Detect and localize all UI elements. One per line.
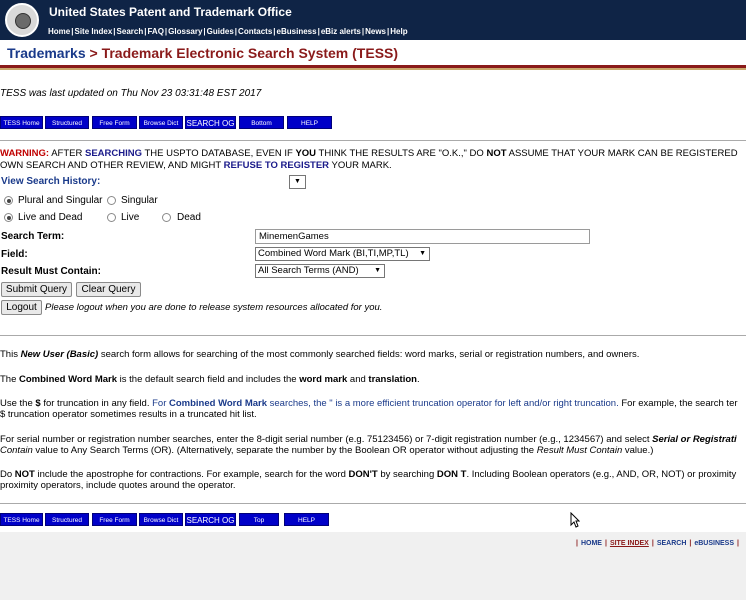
result-must-contain-label: Result Must Contain:	[1, 266, 101, 277]
breadcrumb-trademarks[interactable]: Trademarks	[7, 45, 86, 61]
breadcrumb-separator: >	[89, 45, 98, 61]
info-paragraph-apostrophe: Do NOT include the apostrophe for contractions. For example, search for the word DON'T by searching DON T. Including Boolean operators (e.g., AND, OR, NOT) or proximity proximity operators, include quotes around the operator.	[0, 469, 737, 491]
top-button[interactable]: Top	[239, 513, 279, 526]
help-button[interactable]: HELP	[284, 513, 329, 526]
chevron-down-icon: ▼	[374, 267, 381, 274]
nav-home[interactable]: Home	[48, 27, 71, 36]
info-paragraph-serial-number: For serial number or registration number searches, enter the 8-digit serial number (e.g. 75123456) or 7-digit registration number (e.g., 1234567) and select Serial or Registrati Contain value to Any Search Terms (OR). (Alternatively, separate the number by the Boolean OR operator without adjusting the Result Must Contain value.)	[0, 434, 737, 456]
divider	[0, 335, 746, 336]
footer-search[interactable]: SEARCH	[656, 540, 687, 547]
info-paragraph-combined-word-mark: The Combined Word Mark is the default search field and includes the word mark and translation.	[0, 374, 420, 385]
divider	[0, 140, 746, 141]
field-select-value: Combined Word Mark (BI,TI,MP,TL)	[258, 248, 409, 259]
live-label: Live	[121, 212, 140, 223]
nav-glossary[interactable]: Glossary	[168, 27, 203, 36]
dead-label: Dead	[177, 212, 201, 223]
nav-search[interactable]: Search	[116, 27, 144, 36]
chevron-down-icon: ▼	[419, 250, 426, 257]
nav-ebiz-alerts[interactable]: eBiz alerts	[320, 27, 361, 36]
nav-contacts[interactable]: Contacts	[238, 27, 273, 36]
footer-site-index[interactable]: SITE INDEX	[609, 540, 649, 547]
breadcrumb-bar	[0, 40, 746, 68]
dead-radio[interactable]	[162, 213, 171, 222]
singular-radio[interactable]	[107, 196, 116, 205]
free-form-button[interactable]: Free Form	[92, 116, 137, 129]
browse-dict-button[interactable]: Browse Dict	[139, 513, 183, 526]
info-paragraph-truncation: Use the $ for truncation in any field. For Combined Word Mark searches, the " is a more efficient truncation operator for left and/or right truncation. For example, the search ter $ truncation operator sometimes results in a truncated hit list.	[0, 398, 738, 420]
free-form-button[interactable]: Free Form	[92, 513, 137, 526]
divider	[0, 503, 746, 504]
plural-and-singular-radio[interactable]	[4, 196, 13, 205]
field-select[interactable]	[255, 247, 430, 261]
logout-note: Please logout when you are done to release system resources allocated for you.	[45, 302, 383, 313]
search-og-button[interactable]: SEARCH OG	[185, 116, 236, 129]
nav-guides[interactable]: Guides	[206, 27, 234, 36]
help-button[interactable]: HELP	[287, 116, 332, 129]
result-select-value: All Search Terms (AND)	[258, 265, 359, 276]
gold-divider	[0, 68, 746, 70]
nav-ebusiness[interactable]: eBusiness	[276, 27, 317, 36]
chevron-down-icon: ▼	[294, 178, 301, 185]
singular-label: Singular	[121, 195, 158, 206]
search-og-button[interactable]: SEARCH OG	[185, 513, 236, 526]
view-search-history-label: View Search History:	[1, 176, 101, 187]
tess-home-button[interactable]: TESS Home	[0, 513, 43, 526]
search-term-label: Search Term:	[1, 231, 65, 242]
result-must-contain-select[interactable]	[255, 264, 385, 278]
live-and-dead-label: Live and Dead	[18, 212, 83, 223]
nav-faq[interactable]: FAQ	[147, 27, 164, 36]
tess-home-button[interactable]: TESS Home	[0, 116, 43, 129]
nav-site-index[interactable]: Site Index	[74, 27, 113, 36]
footer-ebusiness[interactable]: eBUSINESS	[694, 540, 735, 547]
last-updated-text: TESS was last updated on Thu Nov 23 03:31:48 EST 2017	[0, 88, 262, 99]
structured-button[interactable]: Structured	[45, 116, 89, 129]
structured-button[interactable]: Structured	[45, 513, 89, 526]
info-paragraph-basic: This New User (Basic) search form allows for searching of the most commonly searched fields: word marks, serial or registration numbers, and owners.	[0, 349, 640, 360]
search-term-input[interactable]: MinemenGames	[255, 229, 590, 244]
bottom-button[interactable]: Bottom	[239, 116, 284, 129]
nav-help[interactable]: Help	[390, 27, 408, 36]
plural-and-singular-label: Plural and Singular	[18, 195, 103, 206]
search-history-select[interactable]	[289, 175, 306, 189]
breadcrumb	[7, 45, 398, 61]
logout-button[interactable]: Logout	[1, 300, 42, 315]
site-title[interactable]: United States Patent and Trademark Office	[49, 5, 292, 19]
live-radio[interactable]	[107, 213, 116, 222]
field-label: Field:	[1, 249, 28, 260]
warning-text: WARNING: AFTER SEARCHING THE USPTO DATABASE, EVEN IF YOU THINK THE RESULTS ARE "O.K.," DO NOT ASSUME THAT YOUR MARK CAN BE REGISTERED OWN SEARCH AND OTHER REVIEW, AND MIGHT REFUSE TO REGISTER YOUR MARK.	[0, 148, 738, 171]
live-and-dead-radio[interactable]	[4, 213, 13, 222]
footer-home[interactable]: HOME	[580, 540, 602, 547]
clear-query-button[interactable]: Clear Query	[76, 282, 141, 297]
top-nav: Home|Site Index|Search|FAQ|Glossary|Guides|Contacts|eBusiness|eBiz alerts|News|Help	[48, 27, 408, 36]
page-title: Trademark Electronic Search System (TESS)	[101, 45, 399, 61]
header	[0, 0, 746, 40]
uspto-seal-icon[interactable]	[5, 3, 39, 37]
footer-nav: | HOME | SITE INDEX | SEARCH | eBUSINESS |	[576, 540, 739, 547]
browse-dict-button[interactable]: Browse Dict	[139, 116, 183, 129]
submit-query-button[interactable]: Submit Query	[1, 282, 72, 297]
nav-news[interactable]: News	[365, 27, 386, 36]
